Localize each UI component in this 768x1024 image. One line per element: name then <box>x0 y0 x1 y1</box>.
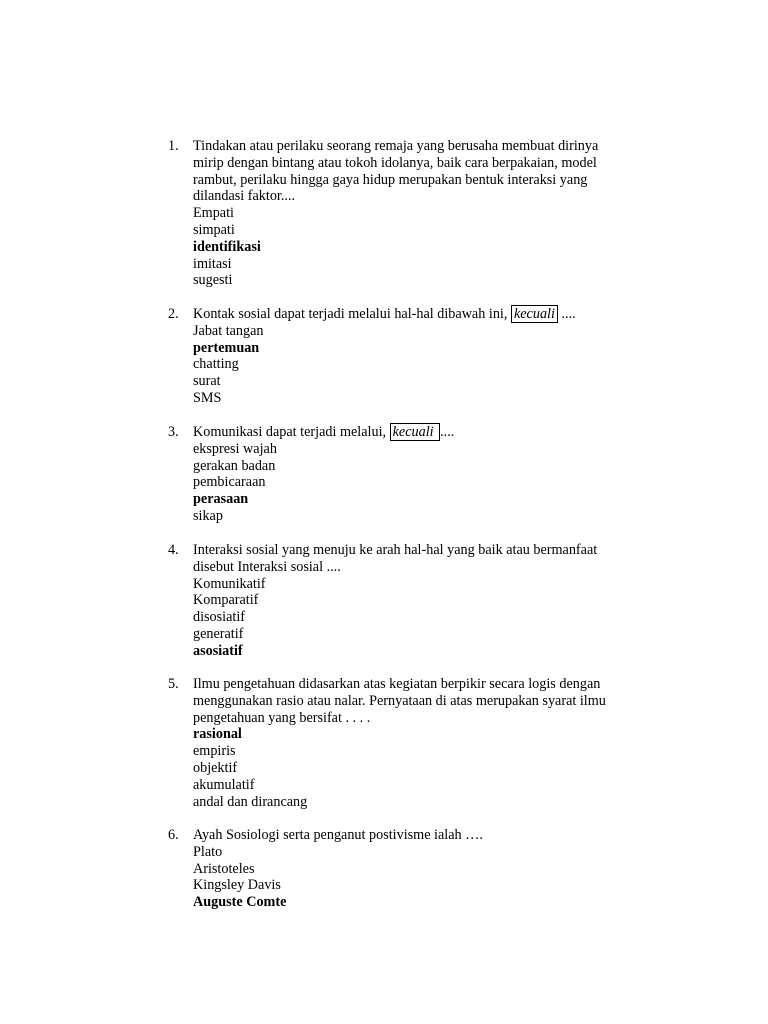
question-body <box>193 138 648 289</box>
question-number: 6. <box>168 827 179 843</box>
answer-option: empiris <box>193 743 236 760</box>
answer-option-correct: identifikasi <box>193 238 261 255</box>
answer-option: objektif <box>193 759 238 776</box>
question-text-line: Interaksi sosial yang menuju ke arah hal-hal yang baik atau bermanfaat <box>193 542 598 558</box>
answer-option: sugesti <box>193 272 233 289</box>
answer-option-correct: perasaan <box>193 491 249 508</box>
answer-option: Plato <box>193 843 223 860</box>
question-stem-end: .... <box>557 306 576 322</box>
keyword-box: kecuali <box>390 423 441 441</box>
question-number: 1. <box>168 138 179 154</box>
answer-option-correct: asosiatif <box>193 642 243 659</box>
answer-option: ekspresi wajah <box>193 440 277 457</box>
question-stem: Kontak sosial dapat terjadi melalui hal-hal dibawah ini, <box>193 306 511 322</box>
question-text-line: menggunakan rasio atau nalar. Pernyataan di atas merupakan syarat ilmu <box>193 692 606 709</box>
answer-option-correct: rasional <box>193 726 242 743</box>
answer-option: Empati <box>193 205 234 222</box>
answer-option: imitasi <box>193 255 232 272</box>
answer-option: andal dan dirancang <box>193 793 308 810</box>
question-text-line: Ayah Sosiologi serta penganut postivisme ialah …. <box>193 827 483 843</box>
answer-option-correct: Auguste Comte <box>193 894 287 911</box>
answer-option: simpati <box>193 221 235 238</box>
question-body <box>193 542 648 660</box>
answer-option-correct: pertemuan <box>193 339 260 356</box>
answer-option: Komunikatif <box>193 575 266 592</box>
answer-option: sikap <box>193 507 223 524</box>
question-text-line <box>193 424 648 441</box>
answer-option: pembicaraan <box>193 474 266 491</box>
question-text-line: disebut Interaksi sosial .... <box>193 558 341 575</box>
question-text-line: rambut, perilaku hingga gaya hidup merupakan bentuk interaksi yang <box>193 171 588 188</box>
keyword-box: kecuali <box>511 305 558 323</box>
answer-option: gerakan badan <box>193 457 276 474</box>
question-number: 2. <box>168 306 179 322</box>
answer-option: Jabat tangan <box>193 322 264 339</box>
question-number: 5. <box>168 676 179 692</box>
answer-option: generatif <box>193 625 244 642</box>
answer-option: disosiatif <box>193 609 246 626</box>
question-text-line <box>193 306 648 323</box>
question-6 <box>168 827 648 911</box>
question-body <box>193 827 648 911</box>
question-body <box>193 676 648 810</box>
question-stem: Komunikasi dapat terjadi melalui, <box>193 424 390 440</box>
answer-option: Kingsley Davis <box>193 877 281 894</box>
question-number: 4. <box>168 542 179 558</box>
question-3 <box>168 424 648 525</box>
question-text-line: Ilmu pengetahuan didasarkan atas kegiatan berpikir secara logis dengan <box>193 676 601 692</box>
answer-option: akumulatif <box>193 776 255 793</box>
answer-option: chatting <box>193 356 239 373</box>
question-2 <box>168 306 648 407</box>
question-1 <box>168 138 648 289</box>
question-text-line: pengetahuan yang bersifat . . . . <box>193 709 371 726</box>
question-5 <box>168 676 648 810</box>
answer-option: Aristoteles <box>193 860 255 877</box>
question-stem-end: .... <box>440 424 455 440</box>
question-body <box>193 306 648 407</box>
question-body <box>193 424 648 525</box>
question-4 <box>168 542 648 660</box>
answer-option: surat <box>193 373 221 390</box>
question-text-line: dilandasi faktor.... <box>193 188 296 205</box>
question-text-line: mirip dengan bintang atau tokoh idolanya, baik cara berpakaian, model <box>193 154 597 171</box>
question-text-line: Tindakan atau perilaku seorang remaja yang berusaha membuat dirinya <box>193 138 599 154</box>
answer-option: SMS <box>193 389 222 406</box>
answer-option: Komparatif <box>193 592 259 609</box>
question-number: 3. <box>168 424 179 440</box>
